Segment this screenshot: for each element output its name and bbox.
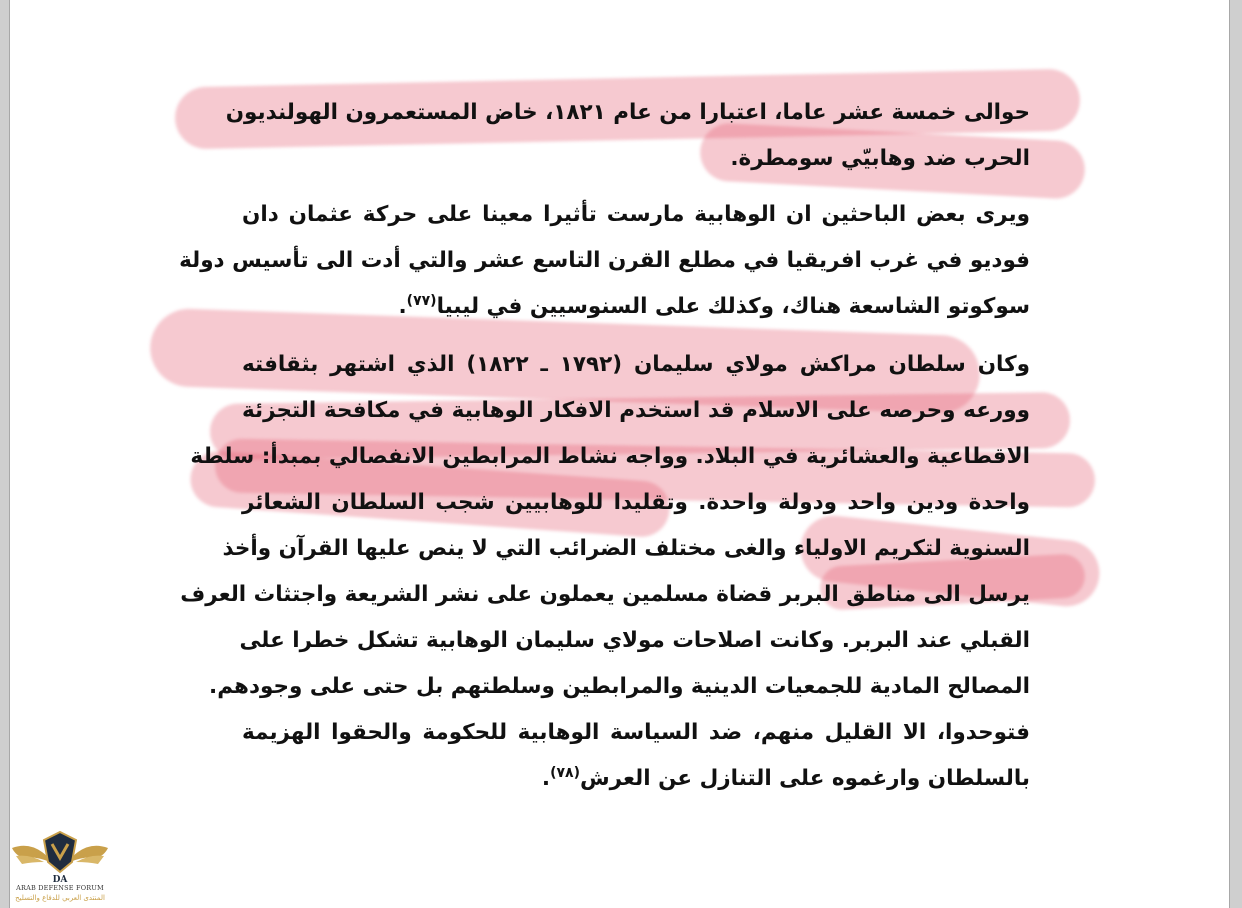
document-text <box>179 90 1030 814</box>
paragraph <box>179 192 1030 330</box>
text-line: الحرب ضد وهابيّي سومطرة. <box>730 146 1030 171</box>
text-segment: بالسلطان وارغموه على التنازل عن العرش <box>579 766 1030 791</box>
logo-subtitle: المنتدى العربي للدفاع والتسليح <box>15 894 105 902</box>
text-line: ويرى بعض الباحثين ان الوهابية مارست تأثيرا معينا على حركة عثمان دان <box>242 202 1030 227</box>
logo-monogram: DA <box>52 875 68 884</box>
text-line: الاقطاعية والعشائرية في البلاد. وواجه نشاط المرابطين الانفصالي بمبدأ: سلطة <box>190 444 1030 469</box>
paragraph <box>225 90 1030 182</box>
text-line: سوكوتو الشاسعة هناك، وكذلك على السنوسيين في ليبيا$^{(٧٧)}$. <box>398 292 1030 319</box>
footnote-ref: (٧٧) <box>406 292 437 309</box>
text-line: بالسلطان وارغموه على التنازل عن العرش$^{(٧٨)}$. <box>541 764 1030 791</box>
window-frame-left <box>0 0 10 908</box>
text-line: السنوية لتكريم الاولياء والغى مختلف الضرائب التي لا ينص عليها القرآن وأخذ <box>222 536 1030 561</box>
paragraph <box>180 342 1030 802</box>
text-line: المصالح المادية للجمعيات الدينية والمرابطين وسلطتهم بل حتى على وجودهم. <box>209 674 1030 699</box>
text-line: يرسل الى مناطق البربر قضاة مسلمين يعملون على نشر الشريعة واجتثاث العرف <box>180 582 1030 607</box>
forum-watermark-logo <box>10 828 110 908</box>
eagle-shield-icon <box>10 828 110 884</box>
text-line: وكان سلطان مراكش مولاي سليمان (١٧٩٢ ـ ١٨٢٢) الذي اشتهر بثقافته <box>242 352 1030 377</box>
text-line: وورعه وحرصه على الاسلام قد استخدم الافكار الوهابية في مكافحة التجزئة <box>242 398 1030 423</box>
text-line: حوالى خمسة عشر عاما، اعتبارا من عام ١٨٢١، خاض المستعمرون الهولنديون <box>225 100 1030 125</box>
text-line: فتوحدوا، الا القليل منهم، ضد السياسة الوهابية للحكومة والحقوا الهزيمة <box>242 720 1030 745</box>
text-line: القبلي عند البربر. وكانت اصلاحات مولاي سليمان الوهابية تشكل خطرا على <box>239 628 1030 653</box>
logo-title: ARAB DEFENSE FORUM <box>16 884 104 892</box>
text-line: واحدة ودين واحد ودولة واحدة. وتقليدا للوهابيين شجب السلطان الشعائر <box>242 490 1030 515</box>
text-line: فوديو في غرب افريقيا في مطلع القرن التاسع عشر والتي أدت الى تأسيس دولة <box>179 248 1030 273</box>
footnote-ref: (٧٨) <box>550 764 580 781</box>
document-page <box>10 0 1229 908</box>
text-segment: سوكوتو الشاسعة هناك، وكذلك على السنوسيين في ليبيا <box>436 294 1030 319</box>
window-frame-right <box>1229 0 1242 908</box>
